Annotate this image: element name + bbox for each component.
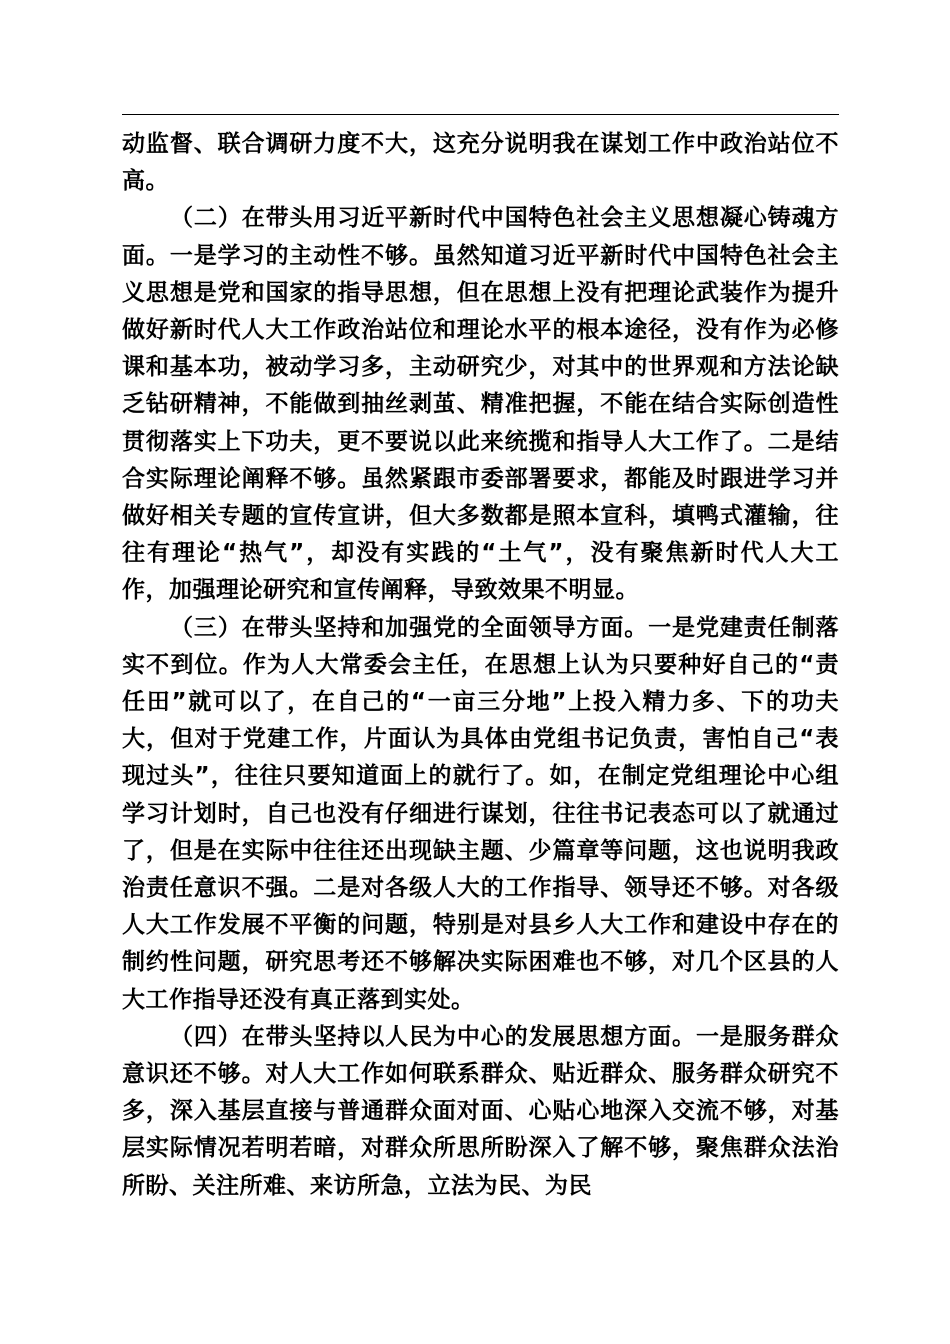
paragraph-continued: 动监督、联合调研力度不大，这充分说明我在谋划工作中政治站位不高。 — [122, 131, 839, 195]
paragraph-section-4: （四）在带头坚持以人民为中心的发展思想方面。一是服务群众意识还不够。对人大工作如何联系群众、贴近群众、服务群众研究不多，深入基层直接与普通群众面对面、心贴心地深入交流不够，对基层实际情况若明若暗，对群众所思所盼深入了解不够，聚焦群众法治所盼、关注所难、来访所急，立法为民、为民 — [122, 1023, 839, 1199]
paragraph-section-3: （三）在带头坚持和加强党的全面领导方面。一是党建责任制落实不到位。作为人大常委会主任，在思想上认为只要种好自己的“责任田”就可以了，在自己的“一亩三分地”上投入精力多、下的功夫大，但对于党建工作，片面认为具体由党组书记负责，害怕自己“表现过头”，往往只要知道面上的就行了。如，在制定党组理论中心组学习计划时，自己也没有仔细进行谋划，往往书记表态可以了就通过了，但是在实际中往往还出现缺主题、少篇章等问题，这也说明我政治责任意识不强。二是对各级人大的工作指导、领导还不够。对各级人大工作发展不平衡的问题，特别是对县乡人大工作和建设中存在的制约性问题，研究思考还不够解决实际困难也不够，对几个区县的人大工作指导还没有真正落到实处。 — [122, 614, 839, 1013]
paragraph-section-2: （二）在带头用习近平新时代中国特色社会主义思想凝心铸魂方面。一是学习的主动性不够。虽然知道习近平新时代中国特色社会主义思想是党和国家的指导思想，但在思想上没有把理论武装作为提升做好新时代人大工作政治站位和理论水平的根本途径，没有作为必修课和基本功，被动学习多，主动研究少，对其中的世界观和方法论缺乏钻研精神，不能做到抽丝剥茧、精准把握，不能在结合实际创造性贯彻落实上下功夫，更不要说以此来统揽和指导人大工作了。二是结合实际理论阐释不够。虽然紧跟市委部署要求，都能及时跟进学习并做好相关专题的宣传宣讲，但大多数都是照本宣科，填鸭式灌输，往往有理论“热气”，却没有实践的“土气”，没有聚焦新时代人大工作，加强理论研究和宣传阐释，导致效果不明显。 — [122, 205, 839, 604]
header-rule — [122, 114, 839, 115]
document-body — [122, 126, 839, 1205]
